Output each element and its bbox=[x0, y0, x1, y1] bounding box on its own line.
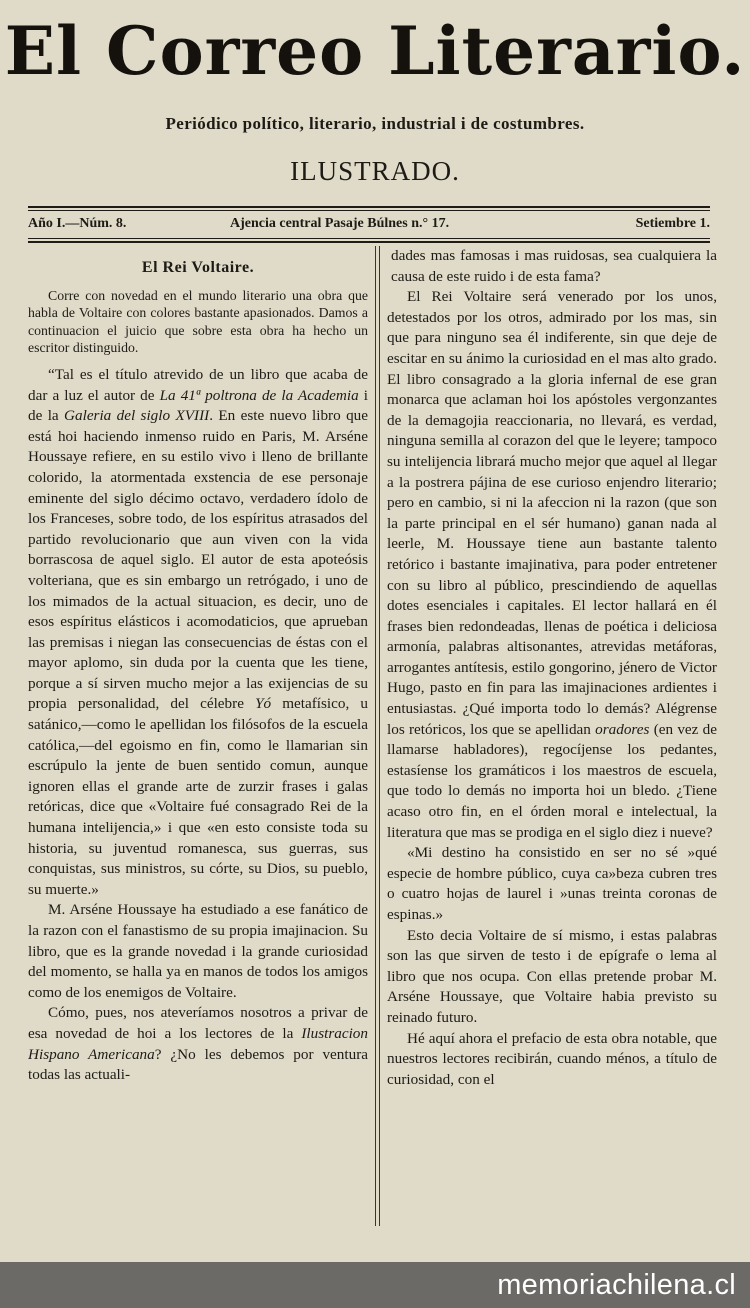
italic-word: oradores bbox=[595, 720, 650, 738]
paragraph-8: Hé aquí ahora el prefacio de esta obra notable, que nuestros lectores recibirán, cuando ménos, a título de curiosidad, con el bbox=[387, 1029, 717, 1088]
text-span: El Rei Voltaire será venerado por los unos, detestados por los otros, admirado por los mas, sin que para ninguno sea él indiferente, sin que deje de escitar en su ánimo la curiosidad en el mas alto grado. El libro consagrado a la gloria infernal de ese gran monarca que aclaman hoi los apóstoles vergonzantes de la demagojia reaccionaria, no llevará, es verdad, ninguna semilla al corazon del que le leyere; tampoco su intelijencia librará mucho mejor que aquel al llegar a la postrera pájina de ese curioso enjendro literario; pero en cambio, si ni la afeccion ni la razon (que son la parte principal en el sér humano) ganan nada al leerle, M. Houssaye tiene aun bastante talento retórico i bastante imajinativa, para poder entretener con su libro al público, prescindiendo de aquellas dotes esenciales i capitales. El lector hallará en él frases bien redondeadas, llenas de poética i deliciosa armonía, palabras altisonantes, atrevidas metáforas, arrogantes antítesis, estilo gongorino, jénero de Victor Hugo, pasto en fin para las imajinaciones ardientes i entusiastas. ¿Qué importa todo lo demás? Alégrense los retóricos, los que se apellidan bbox=[387, 288, 717, 738]
masthead: El Correo Literario. bbox=[4, 12, 746, 90]
issue-number: Año I.—Núm. 8. bbox=[28, 216, 127, 231]
italic-word: Yó bbox=[255, 695, 272, 713]
column-divider-2 bbox=[379, 246, 380, 1226]
paragraph-1 bbox=[28, 365, 368, 900]
italic-title: Ilustracion Hispano Americana bbox=[28, 1024, 368, 1063]
text-span: “Tal es el título atrevido de un libro que acaba de dar a luz el autor de bbox=[28, 365, 368, 404]
italic-title: Galeria del siglo XVIII bbox=[64, 407, 210, 425]
text-span: Cómo, pues, nos ateveríamos nosotros a privar de esa novedad de hoi a los lectores de la bbox=[28, 1004, 368, 1042]
text-span: metafísico, u satánico,—como le apellidan los filósofos de la escuela católica,—del egoismo en fin, como le llamarian sin escrúpulo la jente de buen sentido comun, aunque ignoren ellas el grande arte de zurzir frases i galas retóricas, dice que «Voltaire fué consagrado Rei de la humana intelijencia,» i que «en esto consiste toda su historia, su juventud romanesca, sus guerras, sus conquistas, sus ministros, su córte, su Dios, su pueblo, su muerte.» bbox=[28, 695, 368, 898]
issue-line bbox=[28, 214, 710, 236]
paragraph-7: Esto decia Voltaire de sí mismo, i estas palabras son las que sirven de testo i de epígrafe o lema al libro que nos ocupa. Con ellas pretende probar M. Arséne Houssaye, que Voltaire habia previsto su reinado futuro. bbox=[387, 926, 717, 1026]
text-span: ? ¿No les debemos por ventura todas las actuali- bbox=[28, 1045, 368, 1084]
top-rule bbox=[28, 206, 710, 208]
paragraph-3 bbox=[28, 1003, 368, 1085]
paragraph-5 bbox=[387, 287, 717, 843]
footer-brand-link[interactable]: memoriachilena.cl bbox=[497, 1269, 736, 1301]
issue-date: Setiembre 1. bbox=[635, 216, 710, 231]
text-span: . En este nuevo libro que está hoi haciendo inmenso ruido en Paris, M. Arséne Houssaye refiere, en su estilo vivo i lleno de brillante colorido, la atormentada exstencia de ese personaje eminente del siglo décimo octavo, verdadero ídolo de los Franceses, sobre todo, de los espíritus atrasados del partido revolucionario que aun viven con la vida borrascosa de aquel siglo. El autor de esta apoteósis volteriana, que es sin embargo un retrógado, i uno de los mimados de la actual situacion, es decir, uno de esos espíritus elásticos i acomodaticios, que aprueban las premisas i niegan las consecuencias de éstas con el mayor aplomo, sin duda por la cuenta que les tiene, porque a sí sirven mucho mejor a las exijencias de su propia personalidad, del célebre bbox=[28, 407, 368, 713]
subtitle: Periódico político, literario, industrial i de costumbres. bbox=[165, 114, 585, 133]
footer-bar bbox=[0, 1262, 750, 1308]
italic-title: La 41ª poltrona de la Academia bbox=[159, 386, 359, 404]
column-right bbox=[387, 246, 717, 1226]
article-intro: Corre con novedad en el mundo literario una obra que habla de Voltaire con colores bastante apasionados. Damos a continuacion el juicio que sobre esta obra ha hecho un escritor distinguido. bbox=[28, 287, 368, 356]
paragraph-6: «Mi destino ha consistido en ser no sé »qué especie de hombre público, cuya ca»beza cubren tres o cuatro hojas de laurel i »unas treinta coronas de espinas.» bbox=[387, 844, 717, 923]
paragraph-2: M. Arséne Houssaye ha estudiado a ese fanático de la razon con el fanastismo de su propia imajinacion. Su libro, que es la grande novedad i la grande curiosidad del momento, se halla ya en manos de todos los amigos como de los enemigos de Voltaire. bbox=[28, 901, 368, 1001]
text-span: i de la bbox=[28, 386, 368, 425]
mid-rule bbox=[28, 241, 710, 243]
article-title: El Rei Voltaire. bbox=[141, 259, 255, 276]
column-left bbox=[28, 246, 368, 1231]
column-divider bbox=[375, 246, 376, 1226]
mid-rule-thin bbox=[28, 238, 710, 239]
top-rule-thin bbox=[28, 210, 710, 211]
agency: Ajencia central Pasaje Búlnes n.° 17. bbox=[230, 216, 450, 231]
edition-label: ILUSTRADO. bbox=[290, 156, 460, 186]
text-span: (en vez de llamarse habladores), regocíjense los pedantes, estasíense los gramáticos i los maestros de escuela, que todo lo demás no importa hoi un bledo. ¿Tiene acaso otro fin, en el órden moral e intelectual, la literatura que mas se prodiga en el siglo diez i nueve? bbox=[387, 720, 717, 841]
paragraph-4: dades mas famosas i mas ruidosas, sea cualquiera la causa de este ruido i de esta fama? bbox=[391, 247, 717, 285]
